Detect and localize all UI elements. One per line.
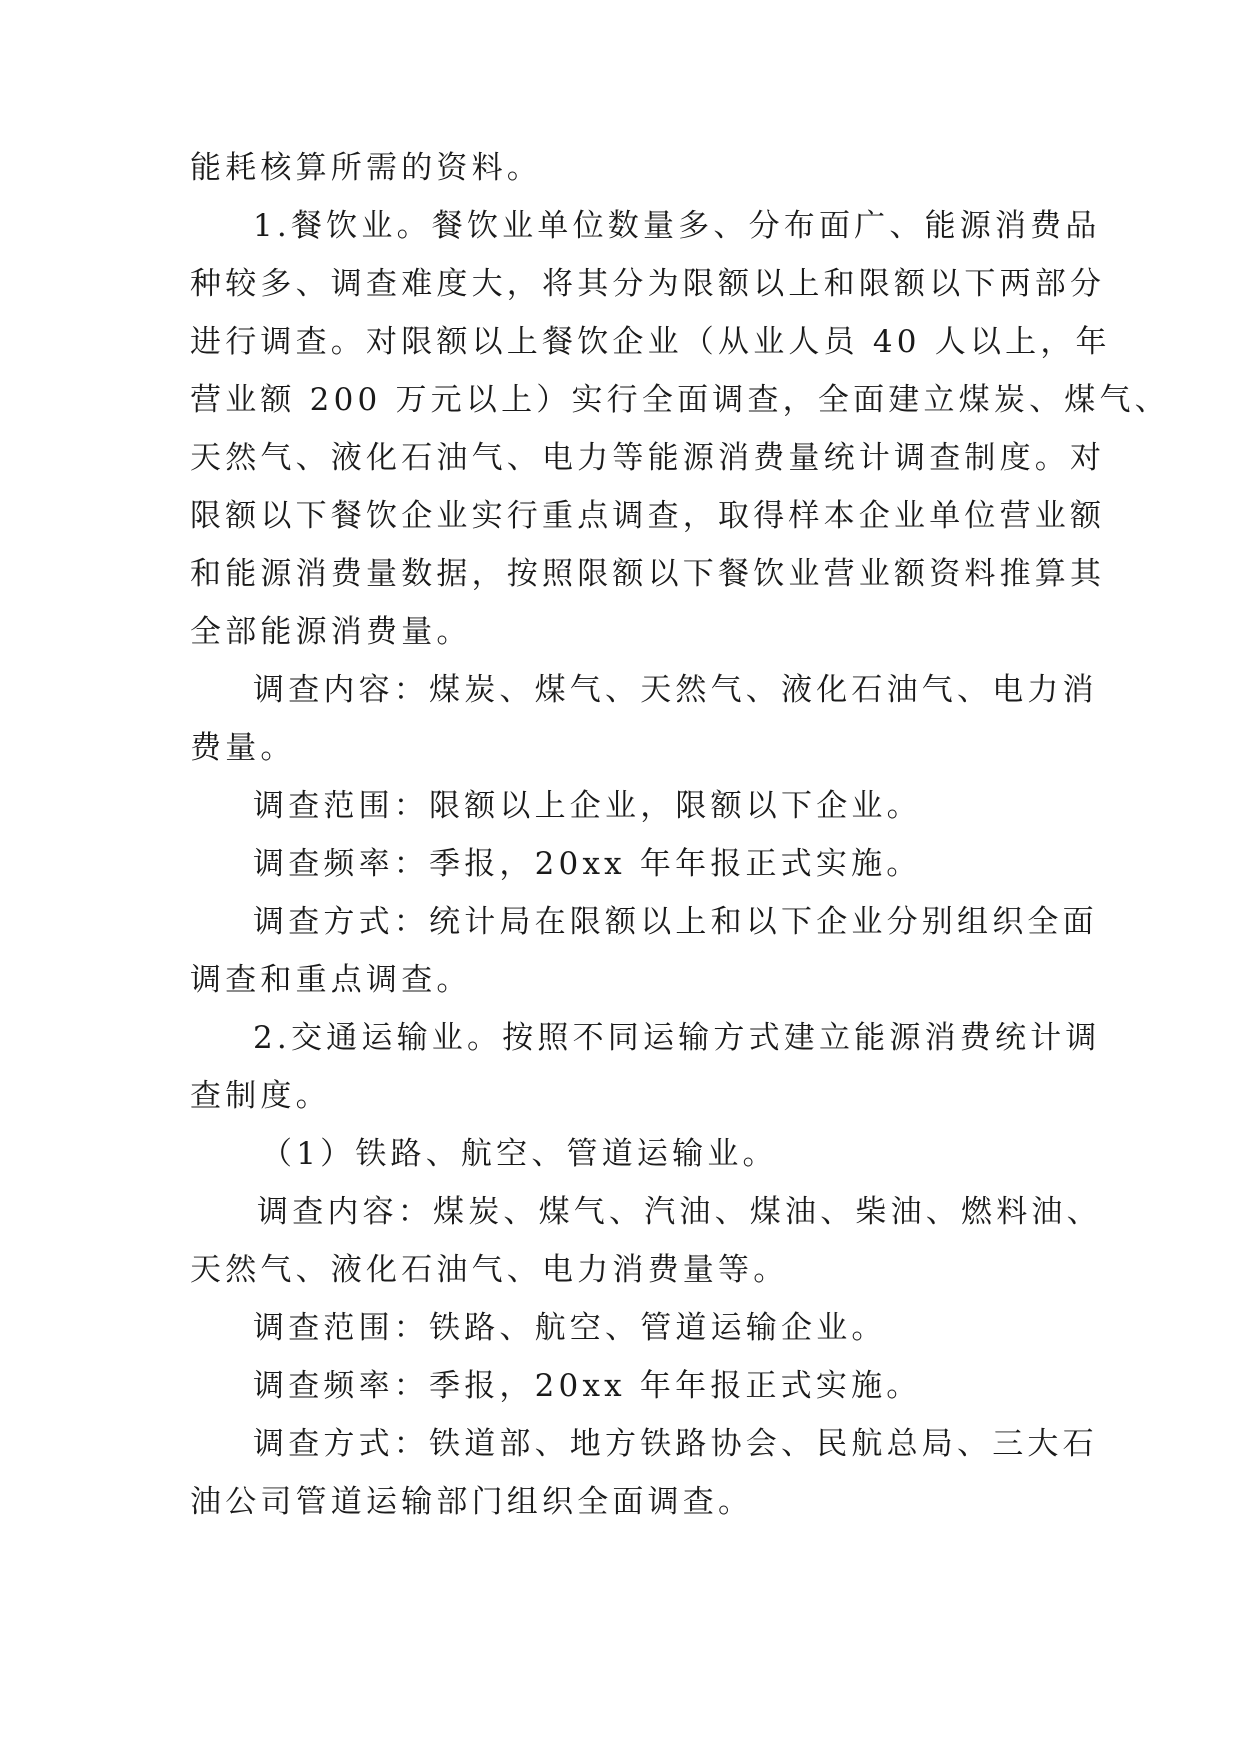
text-line: 调查方式：铁道部、地方铁路协会、民航总局、三大石 bbox=[253, 1426, 1098, 1462]
text-line: 限额以下餐饮企业实行重点调查，取得样本企业单位营业额 bbox=[190, 498, 1106, 534]
text-line: 调查范围：铁路、航空、管道运输企业。 bbox=[253, 1310, 887, 1346]
text-line: 调查频率：季报，20xx 年年报正式实施。 bbox=[253, 846, 922, 882]
text-line: 营业额 200 万元以上）实行全面调查，全面建立煤炭、煤气、 bbox=[190, 382, 1170, 418]
text-line: 天然气、液化石油气、电力消费量等。 bbox=[190, 1252, 789, 1288]
text-line: 1.餐饮业。餐饮业单位数量多、分布面广、能源消费品 bbox=[253, 208, 1101, 244]
text-line: 费量。 bbox=[190, 730, 296, 766]
text-line: 调查方式：统计局在限额以上和以下企业分别组织全面 bbox=[253, 904, 1098, 940]
text-line: 调查内容：煤炭、煤气、汽油、煤油、柴油、燃料油、 bbox=[257, 1194, 1102, 1230]
text-line: 调查和重点调查。 bbox=[190, 962, 472, 998]
text-line: 全部能源消费量。 bbox=[190, 614, 472, 650]
text-line: （1）铁路、航空、管道运输业。 bbox=[261, 1136, 778, 1172]
text-line: 和能源消费量数据，按照限额以下餐饮业营业额资料推算其 bbox=[190, 556, 1106, 592]
text-line: 进行调查。对限额以上餐饮企业（从业人员 40 人以上，年 bbox=[190, 324, 1111, 360]
text-line: 能耗核算所需的资料。 bbox=[190, 150, 542, 186]
text-line: 油公司管道运输部门组织全面调查。 bbox=[190, 1484, 754, 1520]
text-line: 天然气、液化石油气、电力等能源消费量统计调查制度。对 bbox=[190, 440, 1106, 476]
text-line: 调查内容：煤炭、煤气、天然气、液化石油气、电力消 bbox=[253, 672, 1098, 708]
text-line: 查制度。 bbox=[190, 1078, 331, 1114]
text-line: 2.交通运输业。按照不同运输方式建立能源消费统计调 bbox=[253, 1020, 1101, 1056]
text-line: 调查范围：限额以上企业，限额以下企业。 bbox=[253, 788, 922, 824]
text-line: 种较多、调查难度大，将其分为限额以上和限额以下两部分 bbox=[190, 266, 1106, 302]
text-line: 调查频率：季报，20xx 年年报正式实施。 bbox=[253, 1368, 922, 1404]
